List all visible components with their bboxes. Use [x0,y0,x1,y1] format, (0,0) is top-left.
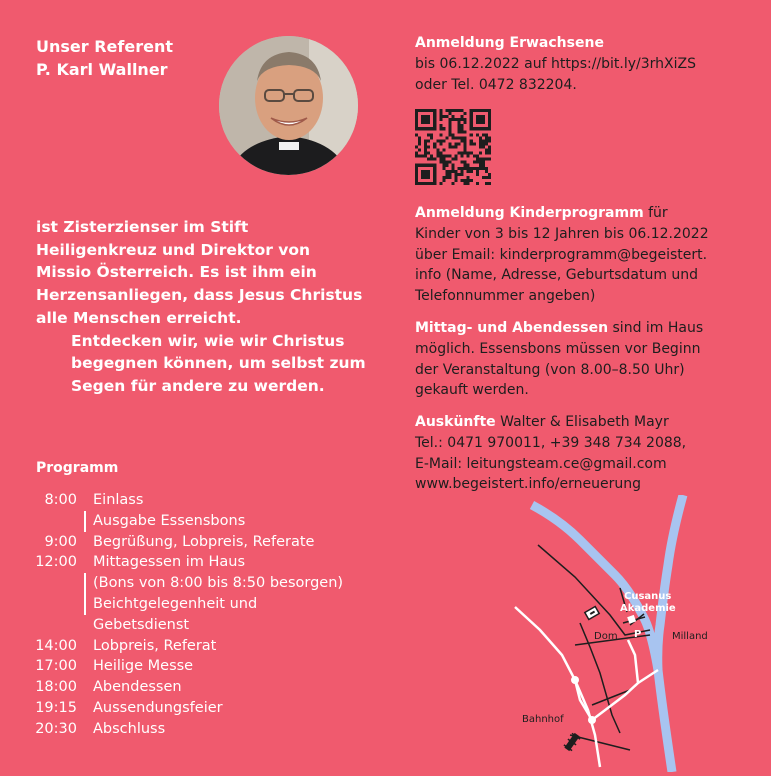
schedule-time [30,615,77,636]
schedule-divider [77,636,93,657]
essen-info [415,318,760,401]
schedule-time: 18:00 [35,679,77,696]
map-label-cusanus: Cusanus [624,591,672,602]
schedule-divider [77,698,93,719]
map-junction-1 [571,676,579,684]
auskuenfte-phone: Tel.: 0471 970011, +39 348 734 2088, [415,434,687,451]
referent-heading [36,35,173,81]
river-right [658,495,683,670]
anmeldung-erwachsene-line2: oder Tel. 0472 832204. [415,76,577,93]
map-label-dom: Dom [594,631,618,642]
auskuenfte-website: www.begeistert.info/erneuerung [415,476,641,493]
referent-bio [36,216,366,398]
schedule-time: 9:00 [44,533,77,550]
schedule-text: Abendessen [93,679,182,696]
schedule-time: 14:00 [35,637,77,654]
schedule-time: 19:15 [35,699,77,716]
auskuenfte-title: Auskünfte [415,414,496,430]
schedule-row [30,511,343,532]
road-white-1 [515,607,600,767]
anmeldung-erwachsene-line1: bis 06.12.2022 auf https://bit.ly/3rhXiZS [415,55,696,72]
anmeldung-kinder-line5: Telefonnummer angeben) [415,288,596,305]
schedule-row [30,719,343,740]
schedule-divider [77,719,93,740]
schedule-time: 20:30 [35,720,77,737]
schedule-divider [77,656,93,677]
schedule-text: Gebetsdienst [93,616,190,633]
essen-line2: möglich. Essensbons müssen vor Beginn [415,340,701,357]
programm-title: Programm [36,460,119,476]
anmeldung-kinder-text1: für [643,205,668,221]
schedule-text: Mittagessen im Haus [93,554,246,571]
schedule-text: Ausgabe Essensbons [93,512,246,529]
schedule-divider [77,511,93,532]
anmeldung-kinder-line3: über Email: kinderprogramm@begeistert. [415,246,708,263]
schedule-row [30,573,343,594]
qr-code[interactable] [415,109,491,185]
church-icon [585,607,599,620]
essen-line3: der Veranstaltung (von 8.00–8.50 Uhr) [415,361,685,378]
schedule-text: Beichtgelegenheit und [93,595,258,612]
programm-schedule [30,490,343,740]
anmeldung-erwachsene [415,33,760,95]
location-map [500,495,771,772]
schedule-time [30,594,77,615]
schedule-time: 12:00 [35,554,77,571]
schedule-row [30,677,343,698]
schedule-row [30,615,343,636]
schedule-divider [77,490,93,511]
schedule-row [30,636,343,657]
schedule-divider [77,573,93,594]
schedule-divider [77,677,93,698]
schedule-text: Aussendungsfeier [93,699,223,716]
anmeldung-erwachsene-title: Anmeldung Erwachsene [415,35,604,51]
schedule-divider [77,552,93,573]
schedule-divider [77,594,93,615]
cusanus-marker-icon [627,615,636,624]
schedule-row [30,594,343,615]
road-white-3 [592,640,638,720]
schedule-row [30,552,343,573]
anmeldung-kinder-title: Anmeldung Kinderprogramm [415,205,644,221]
schedule-time [30,573,77,594]
schedule-time: 17:00 [35,658,77,675]
schedule-divider [77,615,93,636]
anmeldung-kinder-line2: Kinder von 3 bis 12 Jahren bis 06.12.2022 [415,225,709,242]
schedule-divider [77,532,93,553]
map-label-milland: Milland [672,631,708,642]
schedule-time: 8:00 [44,492,77,508]
schedule-time [30,511,77,532]
auskuenfte-text1: Walter & Elisabeth Mayr [495,414,669,430]
schedule-text: Heilige Messe [93,658,194,675]
referent-name: P. Karl Wallner [36,60,168,79]
schedule-row [30,490,343,511]
schedule-text: (Bons von 8:00 bis 8:50 besorgen) [93,575,344,592]
schedule-text: Abschluss [93,720,166,737]
auskuenfte [415,412,760,495]
schedule-row [30,698,343,719]
schedule-text: Begrüßung, Lobpreis, Referate [93,533,315,550]
auskuenfte-email: E-Mail: leitungsteam.ce@gmail.com [415,455,667,472]
schedule-text: Einlass [93,492,144,508]
referent-photo [219,36,358,175]
parking-label: P [634,629,642,640]
schedule-row [30,656,343,677]
referent-line1: Unser Referent [36,37,173,56]
essen-title: Mittag- und Abendessen [415,320,609,336]
schedule-text: Lobpreis, Referat [93,637,217,654]
road-dark-8 [570,735,630,750]
bio-paragraph-1: ist Zisterzienser im Stift Heiligenkreuz und Direktor von Missio Österreich. Es ist ihm ein Herzensanliegen, dass Jesus Christus alle Menschen erreicht. [36,218,363,327]
anmeldung-kinder [415,203,760,307]
schedule-row [30,532,343,553]
map-label-bahnhof: Bahnhof [522,714,564,725]
road-dark-7 [592,690,630,705]
essen-text1: sind im Haus [608,320,704,336]
map-label-akademie: Akademie [620,603,676,614]
essen-line4: gekauft werden. [415,382,529,399]
anmeldung-kinder-line4: info (Name, Adresse, Geburtsdatum und [415,267,699,284]
map-junction-2 [588,716,596,724]
bio-paragraph-2: Entdecken wir, wie wir Christus begegnen können, um selbst zum Segen für andere zu werden. [71,331,366,395]
